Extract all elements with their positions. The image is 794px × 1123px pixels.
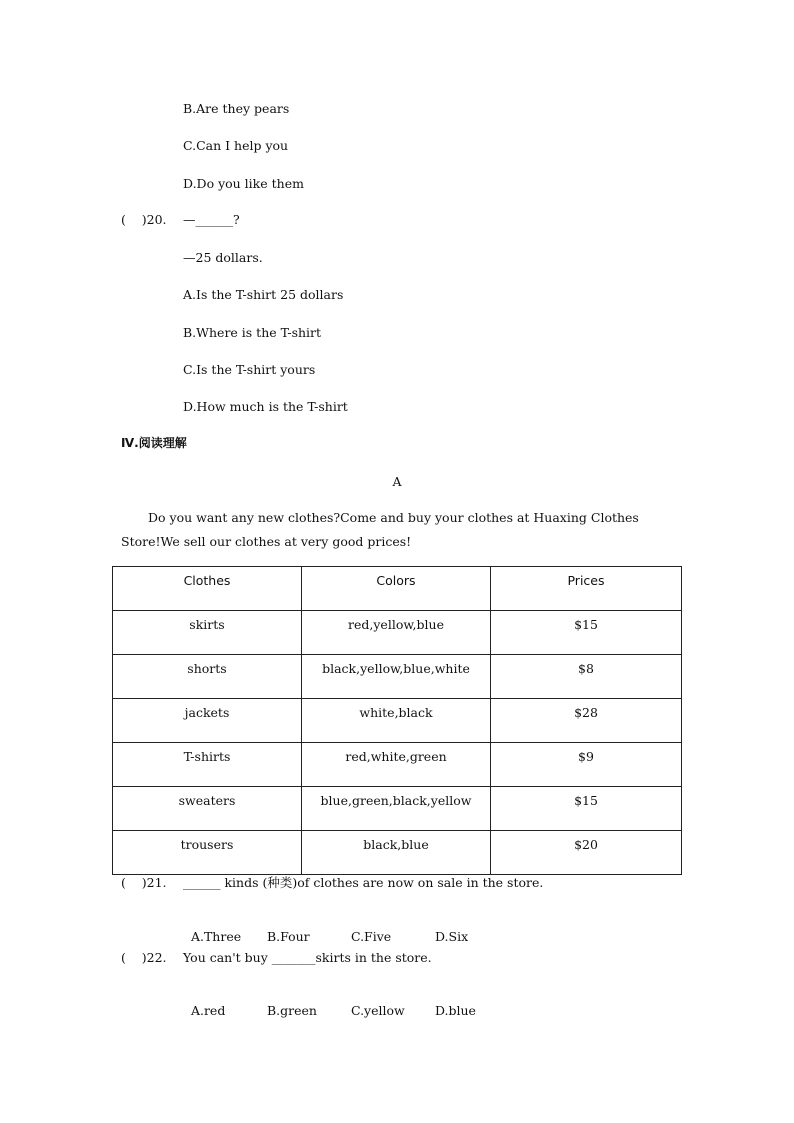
cell-colors: red,white,green bbox=[302, 743, 491, 787]
q22-option-d: D.blue bbox=[434, 1003, 476, 1018]
q22-option-b: B.green bbox=[266, 1003, 317, 1018]
cell-colors: black,yellow,blue,white bbox=[302, 655, 491, 699]
q21-options bbox=[183, 913, 468, 945]
table-row bbox=[113, 787, 682, 831]
passage-label: A bbox=[392, 474, 402, 489]
cell-clothes: jackets bbox=[113, 699, 302, 743]
cell-price: $9 bbox=[491, 743, 682, 787]
cell-clothes: T-shirts bbox=[113, 743, 302, 787]
q21-option-b: B.Four bbox=[266, 929, 310, 944]
q20-option-d: D.How much is the T-shirt bbox=[183, 399, 348, 414]
q19-option-d: D.Do you like them bbox=[183, 176, 304, 191]
q21-option-d: D.Six bbox=[434, 929, 469, 944]
header-colors: Colors bbox=[302, 567, 491, 611]
q19-option-b: B.Are they pears bbox=[183, 101, 290, 116]
cell-colors: white,black bbox=[302, 699, 491, 743]
cell-clothes: trousers bbox=[113, 831, 302, 875]
cell-price: $15 bbox=[491, 787, 682, 831]
q22-option-c: C.yellow bbox=[350, 1003, 405, 1018]
q21-number: ( )21. bbox=[121, 875, 167, 890]
cell-clothes: skirts bbox=[113, 611, 302, 655]
q22-stem: You can't buy _______skirts in the store. bbox=[183, 950, 432, 965]
cell-colors: red,yellow,blue bbox=[302, 611, 491, 655]
cell-price: $15 bbox=[491, 611, 682, 655]
q20-option-b: B.Where is the T-shirt bbox=[183, 325, 322, 340]
cell-price: $20 bbox=[491, 831, 682, 875]
q21-stem: ______ kinds (种类)of clothes are now on sale in the store. bbox=[183, 875, 544, 890]
cell-clothes: shorts bbox=[113, 655, 302, 699]
header-prices: Prices bbox=[491, 567, 682, 611]
cell-colors: blue,green,black,yellow bbox=[302, 787, 491, 831]
q22-number: ( )22. bbox=[121, 950, 167, 965]
q21-option-a: A.Three bbox=[190, 929, 242, 944]
cell-price: $8 bbox=[491, 655, 682, 699]
q20-option-a: A.Is the T-shirt 25 dollars bbox=[183, 287, 344, 302]
table-row bbox=[113, 831, 682, 875]
passage-text: Do you want any new clothes?Come and buy your clothes at Huaxing Clothes Store!We sell our clothes at very good prices! bbox=[121, 510, 639, 549]
q20-option-c: C.Is the T-shirt yours bbox=[183, 362, 316, 377]
q22-options bbox=[183, 987, 476, 1019]
table-row bbox=[113, 699, 682, 743]
clothes-price-table bbox=[112, 566, 682, 875]
cell-clothes: sweaters bbox=[113, 787, 302, 831]
table-row bbox=[113, 655, 682, 699]
q19-option-c: C.Can I help you bbox=[183, 138, 289, 153]
section-title: Ⅳ.阅读理解 bbox=[121, 436, 187, 450]
q20-number: ( )20. bbox=[121, 212, 167, 227]
table-row bbox=[113, 743, 682, 787]
q21-option-c: C.Five bbox=[350, 929, 392, 944]
table-header-row bbox=[113, 567, 682, 611]
header-clothes: Clothes bbox=[113, 567, 302, 611]
q20-prompt: —______? bbox=[183, 212, 240, 227]
cell-colors: black,blue bbox=[302, 831, 491, 875]
table-row bbox=[113, 611, 682, 655]
q22-option-a: A.red bbox=[190, 1003, 226, 1018]
q20-answer: —25 dollars. bbox=[183, 250, 263, 265]
cell-price: $28 bbox=[491, 699, 682, 743]
